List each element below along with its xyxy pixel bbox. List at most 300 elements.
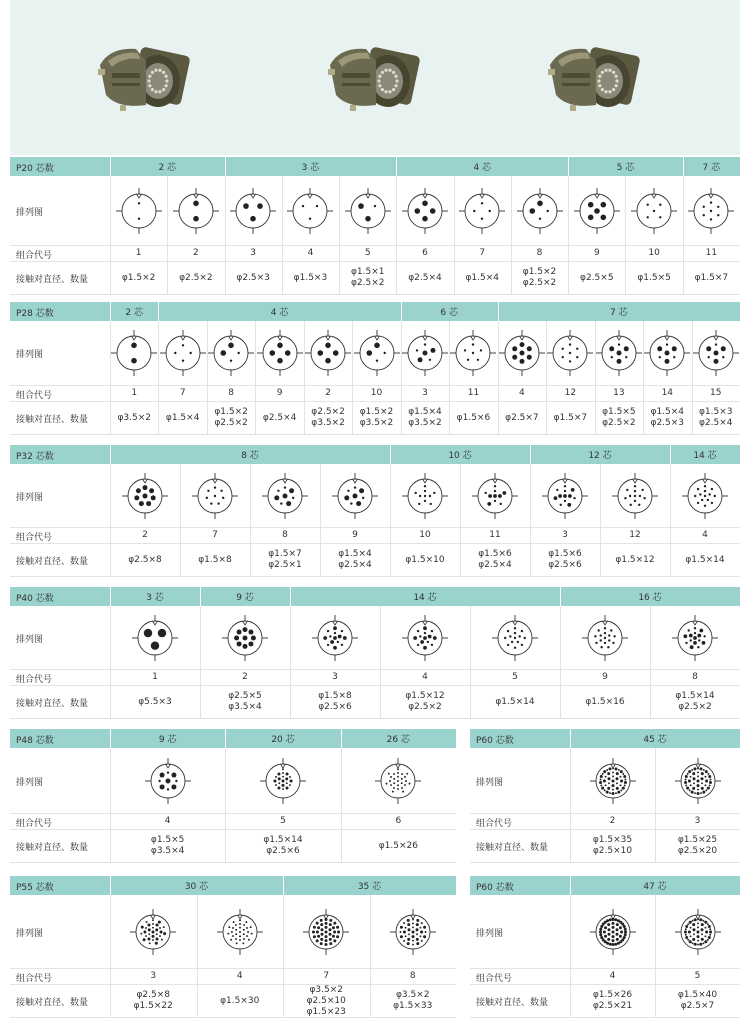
pin-arrangement-diagram [217, 909, 263, 955]
contact-spec-line: φ2.5×3 [236, 272, 270, 283]
pin-count-group: 4 芯 [270, 308, 289, 318]
contact-spec [650, 685, 740, 719]
group-divider [570, 729, 571, 748]
diagram-row-label: 排列图 [16, 928, 44, 939]
pin-arrangement-diagram [303, 909, 349, 955]
connector-photo-1 [90, 25, 200, 135]
contact-spec-line: φ2.5×10 [306, 995, 346, 1006]
group-divider [670, 445, 671, 464]
combination-code: 4 [519, 387, 525, 398]
contact-spec-line: φ1.5×6 [478, 549, 512, 559]
pin-count-group: 3 芯 [301, 163, 320, 173]
contact-spec-line: φ2.5×6 [266, 846, 300, 856]
group-divider [390, 445, 391, 464]
contact-spec-line: φ1.5×25 [677, 835, 718, 845]
contact-spec [546, 401, 594, 435]
code-row-label: 组合代号 [476, 974, 513, 984]
pin-arrangement-diagram [459, 188, 505, 234]
pin-count-group: 35 芯 [357, 882, 382, 892]
code-row-label: 组合代号 [16, 974, 53, 984]
contact-spec-line: φ1.5×14 [675, 691, 715, 701]
code-row-label: 组合代号 [476, 819, 513, 829]
group-divider [225, 729, 226, 748]
group-divider [283, 876, 284, 895]
contact-spec [560, 685, 650, 719]
combination-code: 10 [419, 529, 431, 540]
combination-code: 4 [609, 970, 616, 981]
pin-arrangement-diagram [345, 188, 391, 234]
table-p40 [10, 587, 740, 719]
contact-spec-line: φ1.5×10 [405, 554, 445, 565]
group-divider [110, 587, 111, 606]
contact-spec-line: φ1.5×12 [405, 691, 445, 701]
combination-code: 1 [135, 247, 142, 258]
contact-spec [352, 401, 400, 435]
table-title: P20 芯数 [16, 164, 54, 174]
contact-spec-line: φ2.5×7 [680, 1001, 715, 1011]
combination-code: 4 [236, 970, 243, 981]
contact-spec-line: φ1.5×2 [214, 407, 248, 417]
contact-spec [470, 685, 560, 719]
pin-arrangement-diagram [332, 473, 378, 519]
contact-spec-line: φ1.5×4 [165, 412, 200, 423]
pin-count-group: 26 芯 [386, 735, 410, 745]
contact-spec-line: φ1.5×5 [637, 272, 671, 283]
contact-spec-line: φ1.5×7 [553, 412, 588, 423]
contact-spec-line: φ1.5×7 [694, 272, 729, 283]
contact-spec [390, 543, 460, 577]
contact-spec [396, 261, 453, 295]
contact-spec-line: φ2.5×2 [522, 278, 557, 288]
contact-spec-line: φ3.5×4 [228, 702, 262, 712]
contact-spec-line: φ1.5×30 [220, 995, 260, 1006]
combination-code: 3 [422, 387, 428, 398]
pin-arrangement-diagram [517, 188, 563, 234]
combination-code: 5 [694, 970, 701, 981]
contact-spec-line: φ2.5×4 [698, 418, 733, 428]
contact-spec-line: φ2.5×2 [678, 702, 712, 712]
contact-spec [110, 685, 200, 719]
pin-arrangement-diagram [582, 615, 628, 661]
table-p48 [10, 729, 456, 863]
contact-spec [207, 401, 255, 435]
contact-spec [320, 543, 390, 577]
combination-code: 11 [489, 529, 501, 540]
group-divider [683, 157, 684, 176]
pin-count-group: 2 芯 [158, 163, 177, 173]
contact-spec-line: φ1.5×14 [495, 696, 535, 707]
contact-spec-line: φ2.5×2 [602, 418, 636, 428]
combination-code: 3 [332, 671, 338, 682]
combination-code: 7 [323, 970, 330, 981]
pin-count-group: 7 芯 [610, 308, 628, 318]
group-divider [110, 876, 111, 895]
table-p55 [10, 876, 456, 1018]
pin-arrangement-diagram [305, 330, 351, 376]
contact-spec-line: φ1.5×6 [456, 412, 491, 423]
pin-arrangement-diagram [160, 330, 206, 376]
contact-spec [225, 829, 340, 863]
contact-row-label: 接触对直径、数量 [16, 998, 89, 1008]
pin-arrangement-diagram [590, 909, 636, 955]
contact-spec [570, 984, 655, 1018]
contact-spec-line: φ1.5×5 [602, 407, 636, 417]
pin-count-group: 2 芯 [125, 308, 144, 318]
code-row-label: 组合代号 [16, 391, 53, 401]
contact-spec-line: φ1.5×40 [677, 990, 718, 1000]
contact-spec-line: φ1.5×35 [592, 835, 633, 845]
contact-spec [110, 401, 158, 435]
code-row-label: 组合代号 [16, 251, 53, 261]
pin-count-group: 14 芯 [413, 593, 437, 603]
combination-code: 3 [562, 529, 568, 540]
pin-arrangement-diagram [492, 615, 538, 661]
contact-spec-line: φ2.5×8 [128, 554, 162, 565]
pin-arrangement-diagram [173, 188, 219, 234]
combination-code: 3 [150, 970, 157, 981]
contact-spec [498, 401, 546, 435]
connector-photo-2 [320, 25, 430, 135]
combination-code: 12 [564, 387, 577, 398]
contact-spec [180, 543, 250, 577]
contact-spec [570, 829, 655, 863]
group-divider [498, 302, 499, 321]
pin-arrangement-diagram [312, 615, 358, 661]
contact-spec-line: φ2.5×4 [338, 560, 372, 570]
pin-arrangement-diagram [612, 473, 658, 519]
pin-arrangement-diagram [390, 909, 436, 955]
table-p20 [10, 157, 740, 295]
diagram-row-label: 排列图 [476, 777, 504, 788]
combination-code: 1 [152, 671, 158, 682]
contact-spec [568, 261, 625, 295]
combination-code: 6 [422, 247, 428, 258]
combination-code: 8 [282, 529, 288, 540]
contact-spec-line: φ2.5×1 [268, 560, 302, 570]
combination-code: 11 [467, 387, 480, 398]
pin-arrangement-diagram [472, 473, 518, 519]
contact-spec [595, 401, 643, 435]
contact-spec-line: φ2.5×2 [179, 272, 213, 283]
contact-spec-line: φ1.5×2 [359, 407, 394, 417]
pin-arrangement-diagram [675, 758, 721, 804]
contact-spec-line: φ1.5×33 [393, 1001, 433, 1011]
group-divider [341, 729, 342, 748]
contact-spec-line: φ2.5×4 [262, 412, 297, 423]
pin-arrangement-diagram [208, 330, 254, 376]
contact-spec [670, 543, 740, 577]
combination-code: 9 [352, 529, 358, 540]
contact-spec [530, 543, 600, 577]
combination-code: 11 [705, 247, 718, 258]
group-divider [570, 876, 571, 895]
pin-count-group: 10 芯 [448, 451, 472, 461]
contact-spec [158, 401, 206, 435]
contact-row-label: 接触对直径、数量 [476, 843, 549, 853]
connector-photo-3 [540, 25, 650, 135]
contact-spec-line: φ1.5×14 [685, 554, 725, 565]
table-title: P55 芯数 [16, 883, 54, 893]
contact-spec-line: φ1.5×7 [268, 549, 302, 559]
pin-arrangement-diagram [499, 330, 545, 376]
contact-spec-line: φ1.5×8 [318, 691, 352, 701]
combination-code: 15 [710, 387, 722, 398]
pin-arrangement-diagram [230, 188, 276, 234]
combination-code: 4 [164, 815, 171, 826]
diagram-row-label: 排列图 [16, 634, 44, 645]
diagram-row-label: 排列图 [16, 207, 44, 218]
combination-code: 5 [364, 247, 371, 258]
pin-arrangement-diagram [450, 330, 496, 376]
contact-spec-line: φ1.5×1 [350, 267, 385, 277]
contact-spec [339, 261, 396, 295]
contact-spec-line: φ2.5×5 [580, 272, 614, 283]
table-title: P32 芯数 [16, 452, 54, 462]
pin-count-group: 9 芯 [236, 593, 254, 603]
contact-spec [167, 261, 224, 295]
contact-spec-line: φ1.5×3 [698, 407, 733, 417]
combination-code: 9 [276, 387, 283, 398]
pin-count-group: 5 芯 [616, 163, 635, 173]
contact-spec [454, 261, 511, 295]
diagram-row-label: 排列图 [16, 350, 44, 360]
pin-count-group: 20 芯 [271, 735, 295, 745]
contact-row-label: 接触对直径、数量 [16, 415, 89, 425]
group-divider [225, 157, 226, 176]
combination-code: 3 [694, 815, 701, 826]
contact-row-label: 接触对直径、数量 [16, 699, 89, 709]
contact-spec-line: φ3.5×2 [359, 418, 394, 428]
contact-spec-line: φ2.5×3 [650, 418, 685, 428]
table-title: P60 芯数 [476, 736, 514, 746]
contact-spec-line: φ1.5×14 [263, 835, 303, 845]
contact-spec [197, 984, 284, 1018]
contact-spec [225, 261, 282, 295]
contact-spec [692, 401, 740, 435]
contact-row-label: 接触对直径、数量 [16, 557, 89, 567]
combination-code: 4 [702, 529, 708, 540]
group-divider [568, 157, 569, 176]
contact-spec-line: φ1.5×3 [293, 272, 328, 283]
combination-code: 9 [593, 247, 600, 258]
combination-code: 8 [692, 671, 698, 682]
contact-spec [110, 984, 197, 1018]
pin-count-group: 7 芯 [702, 163, 721, 173]
combination-code: 5 [512, 671, 518, 682]
combination-code: 2 [193, 247, 199, 258]
contact-spec-line: φ3.5×2 [311, 418, 345, 428]
pin-arrangement-diagram [122, 473, 168, 519]
contact-spec-line: φ3.5×2 [309, 984, 344, 995]
pin-arrangement-diagram [132, 615, 178, 661]
contact-spec [683, 261, 740, 295]
contact-spec-line: φ2.5×7 [505, 412, 539, 423]
pin-count-group: 4 芯 [473, 163, 492, 173]
contact-spec [250, 543, 320, 577]
pin-arrangement-diagram [402, 330, 448, 376]
contact-spec-line: φ3.5×2 [117, 412, 151, 423]
pin-count-group: 3 芯 [146, 593, 164, 603]
code-row-label: 组合代号 [16, 819, 53, 829]
contact-spec-line: φ1.5×22 [133, 1001, 173, 1011]
combination-code: 7 [212, 529, 218, 540]
group-divider [110, 157, 111, 176]
table-title: P40 芯数 [16, 594, 54, 604]
contact-spec [511, 261, 568, 295]
pin-arrangement-diagram [375, 758, 421, 804]
combination-code: 2 [242, 671, 248, 682]
combination-code: 7 [479, 247, 486, 258]
contact-spec-line: φ2.5×2 [214, 418, 248, 428]
contact-spec-line: φ2.5×5 [228, 691, 262, 701]
code-row-label: 组合代号 [16, 675, 53, 685]
pin-arrangement-diagram [402, 188, 448, 234]
combination-code: 2 [325, 387, 331, 398]
contact-spec [370, 984, 457, 1018]
combination-code: 14 [661, 387, 674, 398]
table-p28 [10, 302, 740, 435]
combination-code: 1 [131, 387, 138, 398]
pin-arrangement-diagram [402, 615, 448, 661]
pin-arrangement-diagram [130, 909, 176, 955]
combination-code: 12 [629, 529, 641, 540]
pin-arrangement-diagram [262, 473, 308, 519]
diagram-row-label: 排列图 [16, 492, 44, 503]
pin-arrangement-diagram [675, 909, 721, 955]
code-row-label: 组合代号 [16, 533, 53, 543]
pin-arrangement-diagram [547, 330, 593, 376]
combination-code: 4 [307, 247, 314, 258]
diagram-row-label: 排列图 [476, 928, 504, 939]
combination-code: 7 [179, 387, 186, 398]
group-divider [110, 729, 111, 748]
contact-spec-line: φ2.5×6 [318, 702, 352, 712]
pin-arrangement-diagram [688, 188, 734, 234]
contact-spec-line: φ1.5×2 [522, 267, 557, 277]
pin-arrangement-diagram [222, 615, 268, 661]
contact-spec-line: φ1.5×4 [465, 272, 500, 283]
pin-arrangement-diagram [287, 188, 333, 234]
contact-spec-line: φ2.5×4 [408, 272, 442, 283]
pin-count-group: 8 芯 [241, 451, 259, 461]
contact-spec [110, 543, 180, 577]
contact-spec [283, 984, 370, 1018]
contact-spec [401, 401, 449, 435]
combination-code: 2 [609, 815, 616, 826]
pin-count-group: 14 芯 [693, 451, 717, 461]
contact-spec-line: φ1.5×23 [306, 1006, 346, 1017]
combination-code: 8 [409, 970, 416, 981]
table-p32 [10, 445, 740, 577]
contact-spec-line: φ1.5×2 [121, 272, 156, 283]
combination-code: 5 [280, 815, 286, 826]
contact-row-label: 接触对直径、数量 [476, 998, 549, 1008]
contact-spec [341, 829, 456, 863]
contact-spec [110, 829, 225, 863]
contact-spec-line: φ2.5×4 [478, 560, 512, 570]
contact-spec [255, 401, 303, 435]
contact-spec [200, 685, 290, 719]
pin-arrangement-diagram [192, 473, 238, 519]
contact-spec-line: φ1.5×6 [548, 549, 582, 559]
pin-arrangement-diagram [145, 758, 191, 804]
group-divider [158, 302, 159, 321]
pin-arrangement-diagram [542, 473, 588, 519]
combination-code: 3 [250, 247, 257, 258]
table-title: P28 芯数 [16, 309, 54, 319]
contact-spec-line: φ1.5×5 [150, 835, 185, 845]
combination-code: 4 [422, 671, 428, 682]
contact-spec [282, 261, 339, 295]
combination-code: 6 [395, 815, 402, 826]
contact-spec-line: φ2.5×6 [548, 560, 582, 570]
combination-code: 8 [536, 247, 543, 258]
contact-row-label: 接触对直径、数量 [16, 843, 89, 853]
contact-spec [290, 685, 380, 719]
pin-arrangement-diagram [631, 188, 677, 234]
diagram-row-label: 排列图 [16, 777, 44, 788]
pin-arrangement-diagram [260, 758, 306, 804]
pin-count-group: 12 芯 [588, 451, 612, 461]
contact-spec-line: φ1.5×8 [198, 554, 232, 565]
pin-count-group: 45 芯 [643, 735, 667, 745]
pin-count-group: 47 芯 [643, 882, 667, 892]
contact-spec-line: φ2.5×2 [350, 278, 385, 288]
contact-spec-line: φ2.5×8 [136, 990, 171, 1000]
contact-spec-line: φ2.5×10 [592, 846, 633, 856]
pin-count-group: 6 芯 [440, 308, 459, 318]
combination-code: 2 [142, 529, 148, 540]
table-p60b [470, 876, 740, 1018]
contact-spec-line: φ2.5×20 [677, 846, 718, 856]
contact-spec-line: φ3.5×2 [408, 418, 442, 428]
contact-spec-line: φ2.5×21 [592, 1001, 633, 1011]
pin-arrangement-diagram [116, 188, 162, 234]
pin-arrangement-diagram [590, 758, 636, 804]
contact-spec [304, 401, 352, 435]
contact-spec [380, 685, 470, 719]
contact-spec [110, 261, 167, 295]
pin-arrangement-diagram [257, 330, 303, 376]
pin-arrangement-diagram [672, 615, 718, 661]
pin-arrangement-diagram [402, 473, 448, 519]
pin-count-group: 9 芯 [158, 735, 177, 745]
pin-arrangement-diagram [644, 330, 690, 376]
group-divider [110, 445, 111, 464]
contact-spec [655, 829, 740, 863]
contact-spec-line: φ2.5×2 [311, 407, 345, 417]
table-title: P60 芯数 [476, 883, 514, 893]
table-p60a [470, 729, 740, 863]
group-divider [290, 587, 291, 606]
combination-code: 9 [602, 671, 608, 682]
group-divider [200, 587, 201, 606]
pin-arrangement-diagram [111, 330, 157, 376]
pin-arrangement-diagram [693, 330, 739, 376]
contact-spec [460, 543, 530, 577]
contact-spec [449, 401, 497, 435]
contact-spec-line: φ3.5×2 [395, 990, 430, 1000]
combination-code: 13 [613, 387, 625, 398]
contact-spec-line: φ1.5×4 [650, 407, 685, 417]
contact-spec-line: φ1.5×4 [338, 549, 372, 559]
group-divider [396, 157, 397, 176]
group-divider [530, 445, 531, 464]
pin-count-group: 30 芯 [184, 882, 209, 892]
table-title: P48 芯数 [16, 736, 54, 746]
group-divider [560, 587, 561, 606]
group-divider [110, 302, 111, 321]
